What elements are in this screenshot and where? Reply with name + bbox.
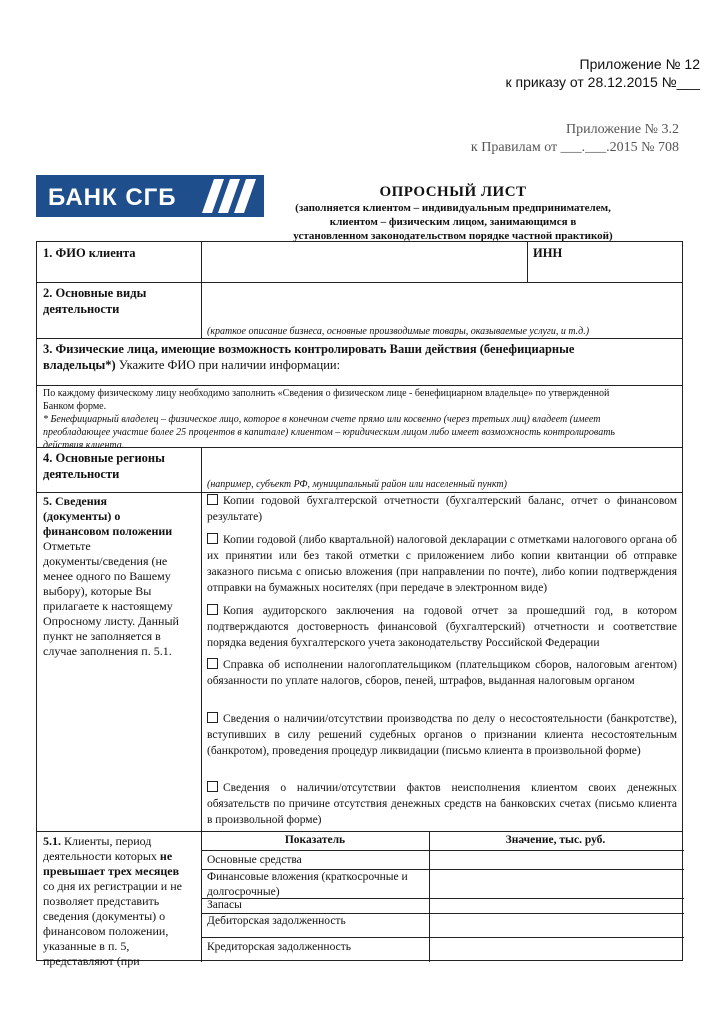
- new-clients-line3: превышает трех месяцев: [43, 864, 180, 878]
- financial-doc-option-5: [207, 711, 677, 759]
- new-clients-rest-3: сведения (документы) о: [43, 909, 166, 923]
- form-subtitle-1: (заполняется клиентом – индивидуальным предпринимателем,: [295, 202, 611, 214]
- beneficiaries-title-line1: 3. Физические лица, имеющие возможность контролировать Ваши действия (бенефициарные: [43, 342, 575, 356]
- financial-docs-label: [43, 494, 199, 659]
- financial-docs-desc-5: прилагаете к настоящему: [43, 599, 173, 613]
- new-clients-line2: [43, 849, 199, 864]
- inn-field[interactable]: [577, 243, 681, 281]
- checkbox-1[interactable]: [207, 494, 218, 505]
- regions-label: [43, 450, 165, 482]
- financial-doc-option-2: [207, 532, 677, 596]
- column-divider: [527, 242, 528, 282]
- new-clients-rest-6: представляют (при: [43, 954, 140, 968]
- beneficiaries-note-2: Банком форме.: [43, 401, 107, 412]
- beneficiaries-instruction: Укажите ФИО при наличии информации:: [115, 358, 341, 372]
- beneficiaries-notes: [43, 387, 683, 452]
- regions-label-line2: деятельности: [43, 467, 120, 481]
- value-column-header: Значение, тыс. руб.: [505, 834, 606, 846]
- financial-docs-label-line2: (документы) о: [43, 509, 121, 523]
- regions-label-line1: 4. Основные регионы: [43, 451, 165, 465]
- activity-types-field[interactable]: [203, 283, 681, 321]
- new-clients-line1: [43, 834, 199, 849]
- financial-doc-option-4-text: Справка об исполнении налогоплательщиком (плательщиком сборов, налоговым агентом) обязанности по уплате налогов, сборов, пеней, штрафов, выданная налоговым органом: [207, 659, 677, 687]
- receivables-value-field[interactable]: [431, 915, 681, 936]
- financial-docs-desc-2: документы/сведения (не: [43, 554, 168, 568]
- form-title-block: [268, 183, 638, 243]
- beneficiaries-title-bold: владельцы*): [43, 358, 116, 372]
- checkbox-4[interactable]: [207, 658, 218, 669]
- activity-types-hint: (краткое описание бизнеса, основные производимые товары, оказываемые услуги, и т.д.): [207, 326, 590, 337]
- table-row: Дебиторская задолженность: [207, 915, 346, 927]
- activity-types-label-line2: деятельности: [43, 302, 120, 316]
- financial-docs-desc-1: Отметьте: [43, 539, 91, 553]
- rules-header: [471, 121, 679, 157]
- financial-doc-option-2-text: Копии годовой (либо квартальной) налоговой декларации с отметками налогового органа об их принятии или без такой отметки с приложением либо копии квитанции об отправке заказного письма с описью вложения (при направлении по почте), либо копии подтверждения отправки на бумажных носителях (при передаче в электронном виде): [207, 534, 677, 594]
- new-clients-rest-4: финансовом положении,: [43, 924, 169, 938]
- questionnaire-form: [36, 241, 683, 968]
- bank-logo-text: БАНК СГБ: [48, 184, 177, 211]
- new-clients-rest-1: со дня их регистрации и не: [43, 879, 182, 893]
- checkbox-6[interactable]: [207, 781, 218, 792]
- new-clients-rest-5: указанные в п. 5,: [43, 939, 130, 953]
- financial-docs-desc-3: менее одного по Вашему: [43, 569, 171, 583]
- checkbox-2[interactable]: [207, 533, 218, 544]
- financial-doc-option-1-text: Копии годовой бухгалтерской отчетности (бухгалтерский баланс, отчет о финансовом результате): [207, 495, 677, 523]
- financial-docs-label-line3: финансовом положении: [43, 524, 173, 538]
- checkbox-3[interactable]: [207, 604, 218, 615]
- financial-doc-option-1: [207, 493, 677, 525]
- new-clients-line2-bold: не: [159, 849, 173, 863]
- row-divider: [37, 831, 682, 832]
- financial-doc-option-6: [207, 780, 677, 828]
- beneficiaries-note-1: По каждому физическому лицу необходимо заполнить «Сведения о физическом лице - бенефициарном владельце» по утвержденной: [43, 388, 610, 399]
- table-row: Кредиторская задолженность: [207, 941, 351, 953]
- indicator-column-header: Показатель: [284, 834, 346, 846]
- financial-doc-option-3-text: Копия аудиторского заключения на годовой отчет за прошедший год, в котором подтверждаются достоверность финансовой (бухгалтерский) отчетности и соответствие порядка ведения бухгалтерского учета законодательству Российской Федерации: [207, 605, 677, 649]
- client-name-field[interactable]: [203, 243, 525, 281]
- bank-logo: [36, 175, 264, 217]
- regions-hint: (например, субъект РФ, муниципальный район или населенный пункт): [207, 479, 507, 490]
- rules-appendix-number: Приложение № 3.2: [566, 122, 679, 137]
- table-header-divider: [201, 850, 684, 851]
- beneficiaries-note-3: * Бенефициарный владелец – физическое лицо, которое в конечном счете прямо или косвенно (через третьих лиц) владеет (имеет: [43, 414, 601, 425]
- new-clients-number: 5.1.: [43, 834, 61, 848]
- appendix-header: [505, 55, 700, 91]
- client-name-label: 1. ФИО клиента: [43, 246, 136, 260]
- activity-types-label-line1: 2. Основные виды: [43, 286, 147, 300]
- inventory-value-field[interactable]: [431, 900, 681, 912]
- beneficiaries-title-line2: [43, 357, 574, 373]
- row-divider: [37, 338, 682, 339]
- column-divider: [201, 242, 202, 338]
- financial-docs-desc-8: случае заполнения п. 5.1.: [43, 644, 172, 658]
- financial-docs-desc-7: пункт не заполняется в: [43, 629, 161, 643]
- fixed-assets-value-field[interactable]: [431, 852, 681, 868]
- column-divider: [201, 447, 202, 962]
- table-row: Финансовые вложения (краткосрочные и долгосрочные): [207, 871, 408, 898]
- new-clients-label: [43, 834, 199, 969]
- regions-field[interactable]: [203, 448, 681, 476]
- financial-doc-option-6-text: Сведения о наличии/отсутствии фактов неисполнения клиентом своих денежных обязательств по причине отсутствия денежных средств на банковских счетах (письмо клиента в произвольной форме): [207, 782, 677, 826]
- new-clients-line2-start: деятельности которых: [43, 849, 160, 863]
- row-divider: [37, 385, 682, 386]
- financial-doc-option-4: [207, 657, 677, 689]
- order-reference: к приказу от 28.12.2015 №___: [505, 74, 700, 90]
- form-title: ОПРОСНЫЙ ЛИСТ: [379, 184, 527, 200]
- activity-types-label: [43, 285, 146, 317]
- checkbox-5[interactable]: [207, 712, 218, 723]
- new-clients-line1-rest: Клиенты, период: [61, 834, 152, 848]
- financial-docs-desc-6: Опросному листу. Данный: [43, 614, 179, 628]
- new-clients-rest-2: позволяет представить: [43, 894, 160, 908]
- payables-value-field[interactable]: [431, 939, 681, 961]
- beneficiaries-title: [43, 341, 574, 373]
- financial-docs-desc-4: выбору), которые Вы: [43, 584, 152, 598]
- table-row: Основные средства: [207, 854, 302, 866]
- form-subtitle-2: клиентом – физическим лицом, занимающимся в: [329, 216, 577, 228]
- table-row-divider: [201, 937, 684, 938]
- financial-doc-option-3: [207, 603, 677, 651]
- inn-label: ИНН: [533, 246, 563, 260]
- financial-investments-value-field[interactable]: [431, 871, 681, 897]
- form-subtitle-3: установленном законодательством порядке частной практикой): [293, 230, 613, 242]
- appendix-number: Приложение № 12: [579, 56, 700, 72]
- rules-reference: к Правилам от ___.___.2015 № 708: [470, 140, 679, 155]
- financial-doc-option-5-text: Сведения о наличии/отсутствии производства по делу о несостоятельности (банкротстве), вступивших в силу решений судебных органов о признании клиента несостоятельным (банкротом), проведения процедур ликвидации (письмо клиента в произвольной форме): [207, 713, 677, 757]
- beneficiaries-note-5: действия клиента.: [43, 440, 125, 451]
- table-row: Запасы: [207, 899, 242, 911]
- financial-docs-label-line1: 5. Сведения: [43, 494, 108, 508]
- beneficiaries-note-4: преобладающее участие более 25 процентов в капитале) клиентом – юридическим лицом либо имеет возможность контролировать: [43, 427, 615, 438]
